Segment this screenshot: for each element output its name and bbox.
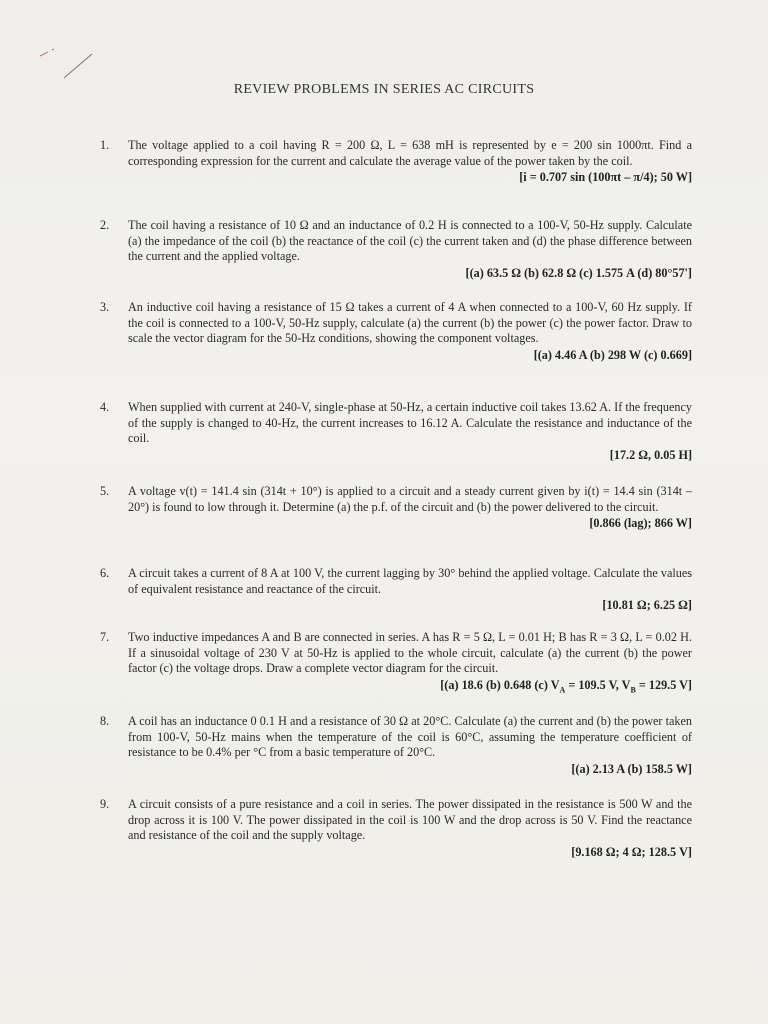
problem-answer: [(a) 2.13 A (b) 158.5 W] — [571, 761, 692, 776]
problem-number: 6. — [100, 566, 110, 580]
problem-answer: [9.168 Ω; 4 Ω; 128.5 V] — [571, 844, 692, 859]
problem-text: When supplied with current at 240-V, single-phase at 50-Hz, a certain inductive coil takes 13.62 A. If the frequency of the supply is changed to 40-Hz, the current increases to 16.12 A. Calculate the resistance and inductance of the coil. — [128, 400, 692, 446]
problem-6 — [100, 566, 692, 614]
problem-number: 5. — [100, 484, 110, 498]
problem-2 — [100, 218, 692, 281]
problem-number: 9. — [100, 797, 110, 811]
problem-text: Two inductive impedances A and B are connected in series. A has R = 5 Ω, L = 0.01 H; B has R = 3 Ω, L = 0.02 H. If a sinusoidal voltage of 230 V at 50-Hz is applied to the whole circuit, calculate (a) the current (b) the power factor (c) the voltage drops. Draw a complete vector diagram for the circuit. — [128, 630, 692, 676]
problem-text: An inductive coil having a resistance of 15 Ω takes a current of 4 A when connected to a 100-V, 60 Hz supply. If the coil is connected to a 100-V, 50-Hz supply, calculate (a) the current (b) the power (c) the power factor. Draw to scale the vector diagram for the 50-Hz conditions, showing the component voltages. — [128, 300, 692, 346]
problem-number: 4. — [100, 400, 110, 414]
problem-number: 1. — [100, 138, 110, 152]
problem-text: A circuit consists of a pure resistance and a coil in series. The power dissipated in the resistance is 500 W and the drop across it is 100 V. The power dissipated in the coil is 100 W and the drop across is 50 V. Find the reactance and resistance of the coil and the supply voltage. — [128, 797, 692, 843]
problem-number: 2. — [100, 218, 110, 232]
problem-answer: [17.2 Ω, 0.05 H] — [609, 447, 692, 462]
page-title: REVIEW PROBLEMS IN SERIES AC CIRCUITS — [233, 82, 535, 97]
problem-number: 3. — [100, 300, 110, 314]
problem-number: 7. — [100, 630, 110, 644]
problem-text: A circuit takes a current of 8 A at 100 V, the current lagging by 30° behind the applied voltage. Calculate the values of equivalent resistance and reactance of the circuit. — [128, 566, 692, 596]
problem-4 — [100, 400, 692, 463]
problem-7 — [100, 630, 692, 698]
problem-1 — [100, 138, 692, 186]
problem-9 — [100, 797, 692, 860]
problem-text: A voltage v(t) = 141.4 sin (314t + 10°) is applied to a circuit and a steady current given by i(t) = 14.4 sin (314t – 20°) is found to low through it. Determine (a) the p.f. of the circuit and (b) the power delivered to the circuit. — [128, 484, 692, 514]
problem-answer: [i = 0.707 sin (100πt – π/4); 50 W] — [519, 170, 692, 185]
problem-text: The coil having a resistance of 10 Ω and an inductance of 0.2 H is connected to a 100-V, 50-Hz supply. Calculate (a) the impedance of the coil (b) the reactance of the coil (c) the current taken and (d) the phase difference between the current and the applied voltage. — [128, 218, 692, 264]
problem-text: The voltage applied to a coil having R = 200 Ω, L = 638 mH is represented by e = 200 sin 1000πt. Find a corresponding expression for the current and calculate the average value of the power taken by the coil. — [128, 138, 692, 168]
problem-answer: [(a) 63.5 Ω (b) 62.8 Ω (c) 1.575 A (d) 80°57'] — [465, 265, 692, 280]
problem-number: 8. — [100, 714, 110, 728]
problem-text: A coil has an inductance 0 0.1 H and a resistance of 30 Ω at 20°C. Calculate (a) the current and (b) the power taken from 100-V, 50-Hz mains when the temperature of the coil is 60°C, assuming the temperature coefficient of resistance to be 0.4% per °C from a basic temperature of 20°C. — [128, 714, 692, 760]
problem-answer: [10.81 Ω; 6.25 Ω] — [602, 598, 692, 613]
problem-5 — [100, 484, 692, 532]
problem-8 — [100, 714, 692, 777]
problem-3 — [100, 300, 692, 363]
problem-answer: [0.866 (lag); 866 W] — [589, 516, 692, 531]
pen-mark — [36, 42, 96, 82]
problem-answer: [(a) 4.46 A (b) 298 W (c) 0.669] — [533, 347, 692, 362]
problem-answer: [(a) 18.6 (b) 0.648 (c) $V_A = 109.5$ V, $V_B = 129.5$ V] — [440, 677, 692, 695]
